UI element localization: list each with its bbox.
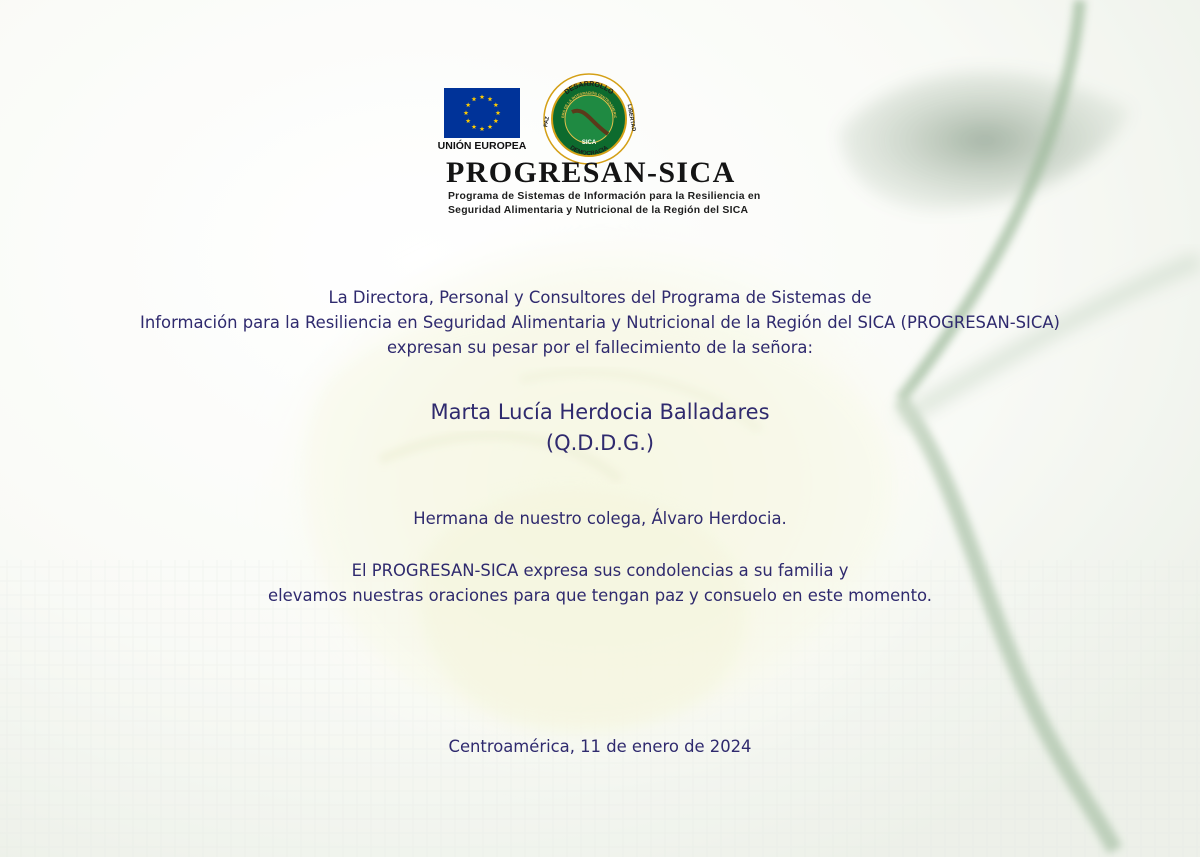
condolence-line-1: El PROGRESAN-SICA expresa sus condolencias a su familia y (351, 561, 849, 580)
sica-ring-bottom-text: DEMOCRACIA (568, 145, 610, 158)
sica-center-text: SICA (581, 140, 597, 146)
brand-title: PROGRESAN-SICA (446, 156, 736, 189)
brand-subtitle-line2: Seguridad Alimentaria y Nutricional de la Región del SICA (448, 205, 749, 216)
intro-line-3: expresan su pesar por el fallecimiento de la señora: (386, 338, 813, 357)
eu-label: UNIÓN EUROPEA (437, 140, 527, 152)
eu-flag-icon (444, 88, 520, 138)
sica-seal-icon (542, 72, 636, 166)
place-date: Centroamérica, 11 de enero de 2024 (448, 737, 752, 756)
brand-subtitle-line1: Programa de Sistemas de Información para la Resiliencia en (448, 191, 761, 202)
sica-ring-right-text: LIBERTAD (625, 103, 636, 132)
intro-line-2: Información para la Resiliencia en Seguridad Alimentaria y Nutricional de la Región del SICA (PROGRESAN-SICA) (140, 313, 1060, 332)
sica-ring-top-text: DESARROLLO (563, 80, 615, 97)
intro-line-1: La Directora, Personal y Consultores del Programa de Sistemas de (328, 288, 872, 307)
deceased-suffix: (Q.D.D.G.) (545, 431, 655, 455)
deceased-name: Marta Lucía Herdocia Balladares (430, 400, 770, 424)
sica-ring-arc-text: EMA DE LA INTEGRACIÓN CENTROAMERIC (560, 91, 618, 119)
condolence-line-2: elevamos nuestras oraciones para que tengan paz y consuelo en este momento. (268, 586, 932, 605)
sica-ring-left-text: PAZ (543, 116, 551, 128)
relation-text: Hermana de nuestro colega, Álvaro Herdocia. (413, 509, 787, 528)
